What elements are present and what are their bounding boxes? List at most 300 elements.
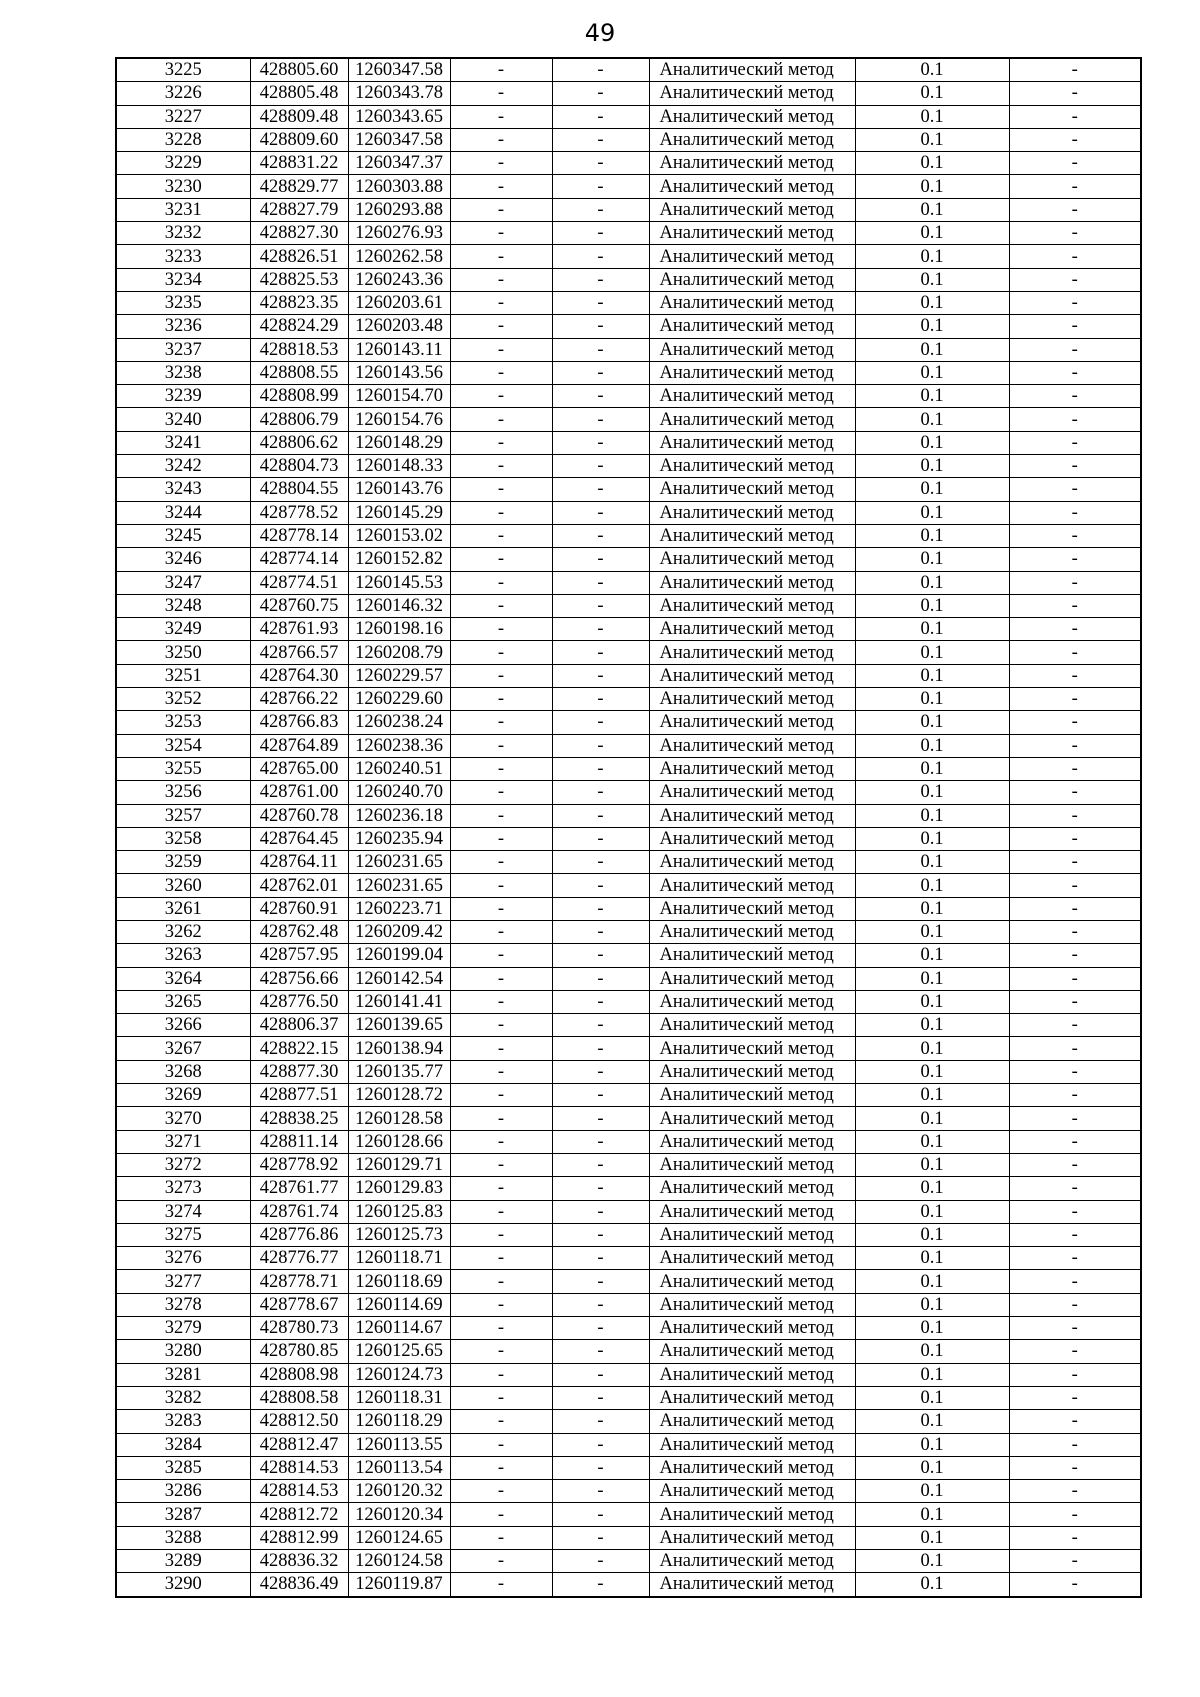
y-coordinate-cell: 1260119.87 (348, 1573, 450, 1597)
point-number-cell: 3227 (116, 105, 250, 128)
table-row (116, 641, 1141, 664)
point-number-cell: 3277 (116, 1270, 250, 1293)
table-row (116, 1386, 1141, 1409)
accuracy-cell: 0.1 (855, 1223, 1009, 1246)
dash-cell-a: - (450, 1200, 552, 1223)
x-coordinate-cell: 428812.72 (250, 1503, 348, 1526)
method-cell: Аналитический метод (649, 501, 855, 524)
point-number-cell: 3235 (116, 291, 250, 314)
method-cell: Аналитический метод (649, 1037, 855, 1060)
dash-cell-b: - (552, 1386, 649, 1409)
point-number-cell: 3261 (116, 897, 250, 920)
x-coordinate-cell: 428806.79 (250, 408, 348, 431)
dash-cell-a: - (450, 1084, 552, 1107)
point-number-cell: 3254 (116, 734, 250, 757)
dash-cell-b: - (552, 315, 649, 338)
dash-cell-b: - (552, 1573, 649, 1597)
accuracy-cell: 0.1 (855, 431, 1009, 454)
table-row (116, 431, 1141, 454)
x-coordinate-cell: 428774.14 (250, 548, 348, 571)
dash-cell-c: - (1009, 1084, 1141, 1107)
point-number-cell: 3274 (116, 1200, 250, 1223)
method-cell: Аналитический метод (649, 757, 855, 780)
point-number-cell: 3259 (116, 851, 250, 874)
accuracy-cell: 0.1 (855, 455, 1009, 478)
accuracy-cell: 0.1 (855, 408, 1009, 431)
method-cell: Аналитический метод (649, 688, 855, 711)
dash-cell-a: - (450, 990, 552, 1013)
method-cell: Аналитический метод (649, 897, 855, 920)
y-coordinate-cell: 1260152.82 (348, 548, 450, 571)
table-row (116, 804, 1141, 827)
method-cell: Аналитический метод (649, 245, 855, 268)
dash-cell-b: - (552, 524, 649, 547)
accuracy-cell: 0.1 (855, 385, 1009, 408)
point-number-cell: 3232 (116, 222, 250, 245)
dash-cell-b: - (552, 1060, 649, 1083)
dash-cell-c: - (1009, 1223, 1141, 1246)
dash-cell-c: - (1009, 1340, 1141, 1363)
y-coordinate-cell: 1260154.70 (348, 385, 450, 408)
point-number-cell: 3230 (116, 175, 250, 198)
accuracy-cell: 0.1 (855, 1247, 1009, 1270)
dash-cell-a: - (450, 618, 552, 641)
table-row (116, 222, 1141, 245)
point-number-cell: 3260 (116, 874, 250, 897)
table-row (116, 734, 1141, 757)
y-coordinate-cell: 1260236.18 (348, 804, 450, 827)
x-coordinate-cell: 428766.83 (250, 711, 348, 734)
table-row (116, 175, 1141, 198)
table-row (116, 944, 1141, 967)
dash-cell-c: - (1009, 291, 1141, 314)
point-number-cell: 3285 (116, 1456, 250, 1479)
dash-cell-c: - (1009, 455, 1141, 478)
y-coordinate-cell: 1260113.55 (348, 1433, 450, 1456)
method-cell: Аналитический метод (649, 804, 855, 827)
dash-cell-c: - (1009, 245, 1141, 268)
x-coordinate-cell: 428818.53 (250, 338, 348, 361)
dash-cell-a: - (450, 1014, 552, 1037)
table-row (116, 82, 1141, 105)
y-coordinate-cell: 1260138.94 (348, 1037, 450, 1060)
y-coordinate-cell: 1260143.76 (348, 478, 450, 501)
accuracy-cell: 0.1 (855, 967, 1009, 990)
accuracy-cell: 0.1 (855, 1340, 1009, 1363)
point-number-cell: 3248 (116, 594, 250, 617)
x-coordinate-cell: 428766.57 (250, 641, 348, 664)
dash-cell-b: - (552, 641, 649, 664)
table-row (116, 361, 1141, 384)
table-row (116, 548, 1141, 571)
accuracy-cell: 0.1 (855, 245, 1009, 268)
y-coordinate-cell: 1260118.29 (348, 1410, 450, 1433)
table-row (116, 408, 1141, 431)
x-coordinate-cell: 428808.55 (250, 361, 348, 384)
dash-cell-b: - (552, 734, 649, 757)
point-number-cell: 3236 (116, 315, 250, 338)
dash-cell-c: - (1009, 1060, 1141, 1083)
x-coordinate-cell: 428804.55 (250, 478, 348, 501)
dash-cell-b: - (552, 1107, 649, 1130)
dash-cell-a: - (450, 431, 552, 454)
dash-cell-a: - (450, 594, 552, 617)
point-number-cell: 3241 (116, 431, 250, 454)
dash-cell-c: - (1009, 781, 1141, 804)
method-cell: Аналитический метод (649, 920, 855, 943)
dash-cell-a: - (450, 967, 552, 990)
table-row (116, 1223, 1141, 1246)
method-cell: Аналитический метод (649, 315, 855, 338)
method-cell: Аналитический метод (649, 478, 855, 501)
table-row (116, 781, 1141, 804)
y-coordinate-cell: 1260153.02 (348, 524, 450, 547)
x-coordinate-cell: 428823.35 (250, 291, 348, 314)
y-coordinate-cell: 1260139.65 (348, 1014, 450, 1037)
accuracy-cell: 0.1 (855, 874, 1009, 897)
accuracy-cell: 0.1 (855, 1550, 1009, 1573)
y-coordinate-cell: 1260120.34 (348, 1503, 450, 1526)
y-coordinate-cell: 1260238.36 (348, 734, 450, 757)
dash-cell-b: - (552, 501, 649, 524)
dash-cell-a: - (450, 361, 552, 384)
x-coordinate-cell: 428762.01 (250, 874, 348, 897)
accuracy-cell: 0.1 (855, 688, 1009, 711)
dash-cell-b: - (552, 1526, 649, 1549)
method-cell: Аналитический метод (649, 1177, 855, 1200)
point-number-cell: 3284 (116, 1433, 250, 1456)
table-row (116, 245, 1141, 268)
accuracy-cell: 0.1 (855, 105, 1009, 128)
method-cell: Аналитический метод (649, 1340, 855, 1363)
x-coordinate-cell: 428761.00 (250, 781, 348, 804)
dash-cell-b: - (552, 1480, 649, 1503)
table-row (116, 594, 1141, 617)
dash-cell-b: - (552, 804, 649, 827)
point-number-cell: 3288 (116, 1526, 250, 1549)
method-cell: Аналитический метод (649, 1130, 855, 1153)
accuracy-cell: 0.1 (855, 804, 1009, 827)
y-coordinate-cell: 1260118.31 (348, 1386, 450, 1409)
dash-cell-b: - (552, 431, 649, 454)
dash-cell-b: - (552, 1247, 649, 1270)
dash-cell-c: - (1009, 1247, 1141, 1270)
dash-cell-a: - (450, 874, 552, 897)
y-coordinate-cell: 1260120.32 (348, 1480, 450, 1503)
y-coordinate-cell: 1260125.83 (348, 1200, 450, 1223)
x-coordinate-cell: 428812.99 (250, 1526, 348, 1549)
dash-cell-a: - (450, 291, 552, 314)
y-coordinate-cell: 1260124.58 (348, 1550, 450, 1573)
method-cell: Аналитический метод (649, 594, 855, 617)
table-row (116, 455, 1141, 478)
y-coordinate-cell: 1260208.79 (348, 641, 450, 664)
dash-cell-b: - (552, 1014, 649, 1037)
accuracy-cell: 0.1 (855, 641, 1009, 664)
x-coordinate-cell: 428809.48 (250, 105, 348, 128)
dash-cell-c: - (1009, 1573, 1141, 1597)
y-coordinate-cell: 1260128.66 (348, 1130, 450, 1153)
y-coordinate-cell: 1260343.65 (348, 105, 450, 128)
dash-cell-a: - (450, 1317, 552, 1340)
x-coordinate-cell: 428808.58 (250, 1386, 348, 1409)
table-row (116, 1247, 1141, 1270)
table-row (116, 105, 1141, 128)
accuracy-cell: 0.1 (855, 920, 1009, 943)
point-number-cell: 3289 (116, 1550, 250, 1573)
x-coordinate-cell: 428812.47 (250, 1433, 348, 1456)
dash-cell-b: - (552, 1084, 649, 1107)
dash-cell-a: - (450, 1060, 552, 1083)
table-body (116, 58, 1141, 1597)
dash-cell-b: - (552, 1130, 649, 1153)
dash-cell-b: - (552, 291, 649, 314)
point-number-cell: 3226 (116, 82, 250, 105)
point-number-cell: 3244 (116, 501, 250, 524)
dash-cell-a: - (450, 105, 552, 128)
accuracy-cell: 0.1 (855, 478, 1009, 501)
point-number-cell: 3271 (116, 1130, 250, 1153)
point-number-cell: 3278 (116, 1293, 250, 1316)
dash-cell-b: - (552, 338, 649, 361)
y-coordinate-cell: 1260135.77 (348, 1060, 450, 1083)
dash-cell-c: - (1009, 431, 1141, 454)
dash-cell-c: - (1009, 58, 1141, 82)
method-cell: Аналитический метод (649, 851, 855, 874)
y-coordinate-cell: 1260231.65 (348, 851, 450, 874)
method-cell: Аналитический метод (649, 408, 855, 431)
dash-cell-c: - (1009, 152, 1141, 175)
y-coordinate-cell: 1260293.88 (348, 198, 450, 221)
dash-cell-c: - (1009, 1386, 1141, 1409)
accuracy-cell: 0.1 (855, 711, 1009, 734)
accuracy-cell: 0.1 (855, 1410, 1009, 1433)
y-coordinate-cell: 1260118.71 (348, 1247, 450, 1270)
table-row (116, 1153, 1141, 1176)
dash-cell-a: - (450, 897, 552, 920)
dash-cell-a: - (450, 1153, 552, 1176)
dash-cell-c: - (1009, 1363, 1141, 1386)
point-number-cell: 3246 (116, 548, 250, 571)
accuracy-cell: 0.1 (855, 58, 1009, 82)
dash-cell-b: - (552, 408, 649, 431)
accuracy-cell: 0.1 (855, 1107, 1009, 1130)
x-coordinate-cell: 428805.60 (250, 58, 348, 82)
method-cell: Аналитический метод (649, 128, 855, 151)
point-number-cell: 3251 (116, 664, 250, 687)
y-coordinate-cell: 1260129.83 (348, 1177, 450, 1200)
accuracy-cell: 0.1 (855, 361, 1009, 384)
accuracy-cell: 0.1 (855, 1177, 1009, 1200)
dash-cell-c: - (1009, 1410, 1141, 1433)
dash-cell-b: - (552, 1293, 649, 1316)
x-coordinate-cell: 428812.50 (250, 1410, 348, 1433)
table-row (116, 1573, 1141, 1597)
y-coordinate-cell: 1260240.51 (348, 757, 450, 780)
x-coordinate-cell: 428827.30 (250, 222, 348, 245)
method-cell: Аналитический метод (649, 385, 855, 408)
dash-cell-b: - (552, 1433, 649, 1456)
dash-cell-c: - (1009, 897, 1141, 920)
method-cell: Аналитический метод (649, 1456, 855, 1479)
dash-cell-c: - (1009, 1153, 1141, 1176)
dash-cell-a: - (450, 478, 552, 501)
method-cell: Аналитический метод (649, 1386, 855, 1409)
accuracy-cell: 0.1 (855, 571, 1009, 594)
point-number-cell: 3242 (116, 455, 250, 478)
dash-cell-a: - (450, 1247, 552, 1270)
table-row (116, 315, 1141, 338)
table-row (116, 1293, 1141, 1316)
dash-cell-b: - (552, 198, 649, 221)
x-coordinate-cell: 428761.93 (250, 618, 348, 641)
table-row (116, 664, 1141, 687)
point-number-cell: 3275 (116, 1223, 250, 1246)
table-row (116, 827, 1141, 850)
dash-cell-b: - (552, 571, 649, 594)
dash-cell-a: - (450, 1037, 552, 1060)
y-coordinate-cell: 1260240.70 (348, 781, 450, 804)
dash-cell-a: - (450, 385, 552, 408)
dash-cell-b: - (552, 711, 649, 734)
method-cell: Аналитический метод (649, 1503, 855, 1526)
dash-cell-c: - (1009, 1177, 1141, 1200)
point-number-cell: 3286 (116, 1480, 250, 1503)
dash-cell-c: - (1009, 408, 1141, 431)
method-cell: Аналитический метод (649, 175, 855, 198)
point-number-cell: 3270 (116, 1107, 250, 1130)
table-row (116, 757, 1141, 780)
dash-cell-c: - (1009, 1503, 1141, 1526)
dash-cell-a: - (450, 944, 552, 967)
x-coordinate-cell: 428814.53 (250, 1480, 348, 1503)
x-coordinate-cell: 428760.78 (250, 804, 348, 827)
point-number-cell: 3283 (116, 1410, 250, 1433)
accuracy-cell: 0.1 (855, 1480, 1009, 1503)
dash-cell-a: - (450, 1550, 552, 1573)
dash-cell-b: - (552, 175, 649, 198)
dash-cell-b: - (552, 688, 649, 711)
x-coordinate-cell: 428808.98 (250, 1363, 348, 1386)
x-coordinate-cell: 428824.29 (250, 315, 348, 338)
dash-cell-c: - (1009, 618, 1141, 641)
point-number-cell: 3290 (116, 1573, 250, 1597)
method-cell: Аналитический метод (649, 1480, 855, 1503)
x-coordinate-cell: 428761.74 (250, 1200, 348, 1223)
x-coordinate-cell: 428809.60 (250, 128, 348, 151)
dash-cell-b: - (552, 1317, 649, 1340)
x-coordinate-cell: 428827.79 (250, 198, 348, 221)
dash-cell-a: - (450, 827, 552, 850)
table-row (116, 1550, 1141, 1573)
accuracy-cell: 0.1 (855, 222, 1009, 245)
dash-cell-b: - (552, 851, 649, 874)
dash-cell-c: - (1009, 222, 1141, 245)
table-row (116, 291, 1141, 314)
y-coordinate-cell: 1260113.54 (348, 1456, 450, 1479)
dash-cell-a: - (450, 851, 552, 874)
table-row (116, 501, 1141, 524)
x-coordinate-cell: 428808.99 (250, 385, 348, 408)
y-coordinate-cell: 1260276.93 (348, 222, 450, 245)
table-row (116, 967, 1141, 990)
x-coordinate-cell: 428766.22 (250, 688, 348, 711)
y-coordinate-cell: 1260118.69 (348, 1270, 450, 1293)
dash-cell-a: - (450, 175, 552, 198)
x-coordinate-cell: 428778.14 (250, 524, 348, 547)
table-row (116, 1084, 1141, 1107)
x-coordinate-cell: 428825.53 (250, 268, 348, 291)
table-row (116, 385, 1141, 408)
y-coordinate-cell: 1260141.41 (348, 990, 450, 1013)
table-row (116, 338, 1141, 361)
accuracy-cell: 0.1 (855, 851, 1009, 874)
y-coordinate-cell: 1260114.67 (348, 1317, 450, 1340)
method-cell: Аналитический метод (649, 944, 855, 967)
method-cell: Аналитический метод (649, 1014, 855, 1037)
table-row (116, 268, 1141, 291)
dash-cell-b: - (552, 268, 649, 291)
dash-cell-b: - (552, 1037, 649, 1060)
y-coordinate-cell: 1260203.61 (348, 291, 450, 314)
x-coordinate-cell: 428778.71 (250, 1270, 348, 1293)
dash-cell-b: - (552, 1340, 649, 1363)
dash-cell-a: - (450, 315, 552, 338)
dash-cell-a: - (450, 641, 552, 664)
accuracy-cell: 0.1 (855, 175, 1009, 198)
dash-cell-a: - (450, 1340, 552, 1363)
dash-cell-a: - (450, 1107, 552, 1130)
dash-cell-b: - (552, 1363, 649, 1386)
method-cell: Аналитический метод (649, 571, 855, 594)
dash-cell-a: - (450, 198, 552, 221)
accuracy-cell: 0.1 (855, 1317, 1009, 1340)
x-coordinate-cell: 428806.37 (250, 1014, 348, 1037)
dash-cell-a: - (450, 268, 552, 291)
accuracy-cell: 0.1 (855, 1293, 1009, 1316)
x-coordinate-cell: 428829.77 (250, 175, 348, 198)
point-number-cell: 3258 (116, 827, 250, 850)
dash-cell-a: - (450, 734, 552, 757)
dash-cell-a: - (450, 1363, 552, 1386)
x-coordinate-cell: 428780.73 (250, 1317, 348, 1340)
method-cell: Аналитический метод (649, 1573, 855, 1597)
dash-cell-c: - (1009, 1200, 1141, 1223)
x-coordinate-cell: 428814.53 (250, 1456, 348, 1479)
dash-cell-c: - (1009, 478, 1141, 501)
x-coordinate-cell: 428778.52 (250, 501, 348, 524)
dash-cell-b: - (552, 757, 649, 780)
point-number-cell: 3287 (116, 1503, 250, 1526)
dash-cell-c: - (1009, 338, 1141, 361)
table-row (116, 1410, 1141, 1433)
dash-cell-b: - (552, 1200, 649, 1223)
accuracy-cell: 0.1 (855, 548, 1009, 571)
dash-cell-a: - (450, 1456, 552, 1479)
method-cell: Аналитический метод (649, 1247, 855, 1270)
x-coordinate-cell: 428760.75 (250, 594, 348, 617)
method-cell: Аналитический метод (649, 1293, 855, 1316)
y-coordinate-cell: 1260347.58 (348, 58, 450, 82)
table-row (116, 1503, 1141, 1526)
dash-cell-c: - (1009, 175, 1141, 198)
accuracy-cell: 0.1 (855, 897, 1009, 920)
y-coordinate-cell: 1260129.71 (348, 1153, 450, 1176)
x-coordinate-cell: 428806.62 (250, 431, 348, 454)
dash-cell-a: - (450, 1293, 552, 1316)
point-number-cell: 3256 (116, 781, 250, 804)
method-cell: Аналитический метод (649, 222, 855, 245)
